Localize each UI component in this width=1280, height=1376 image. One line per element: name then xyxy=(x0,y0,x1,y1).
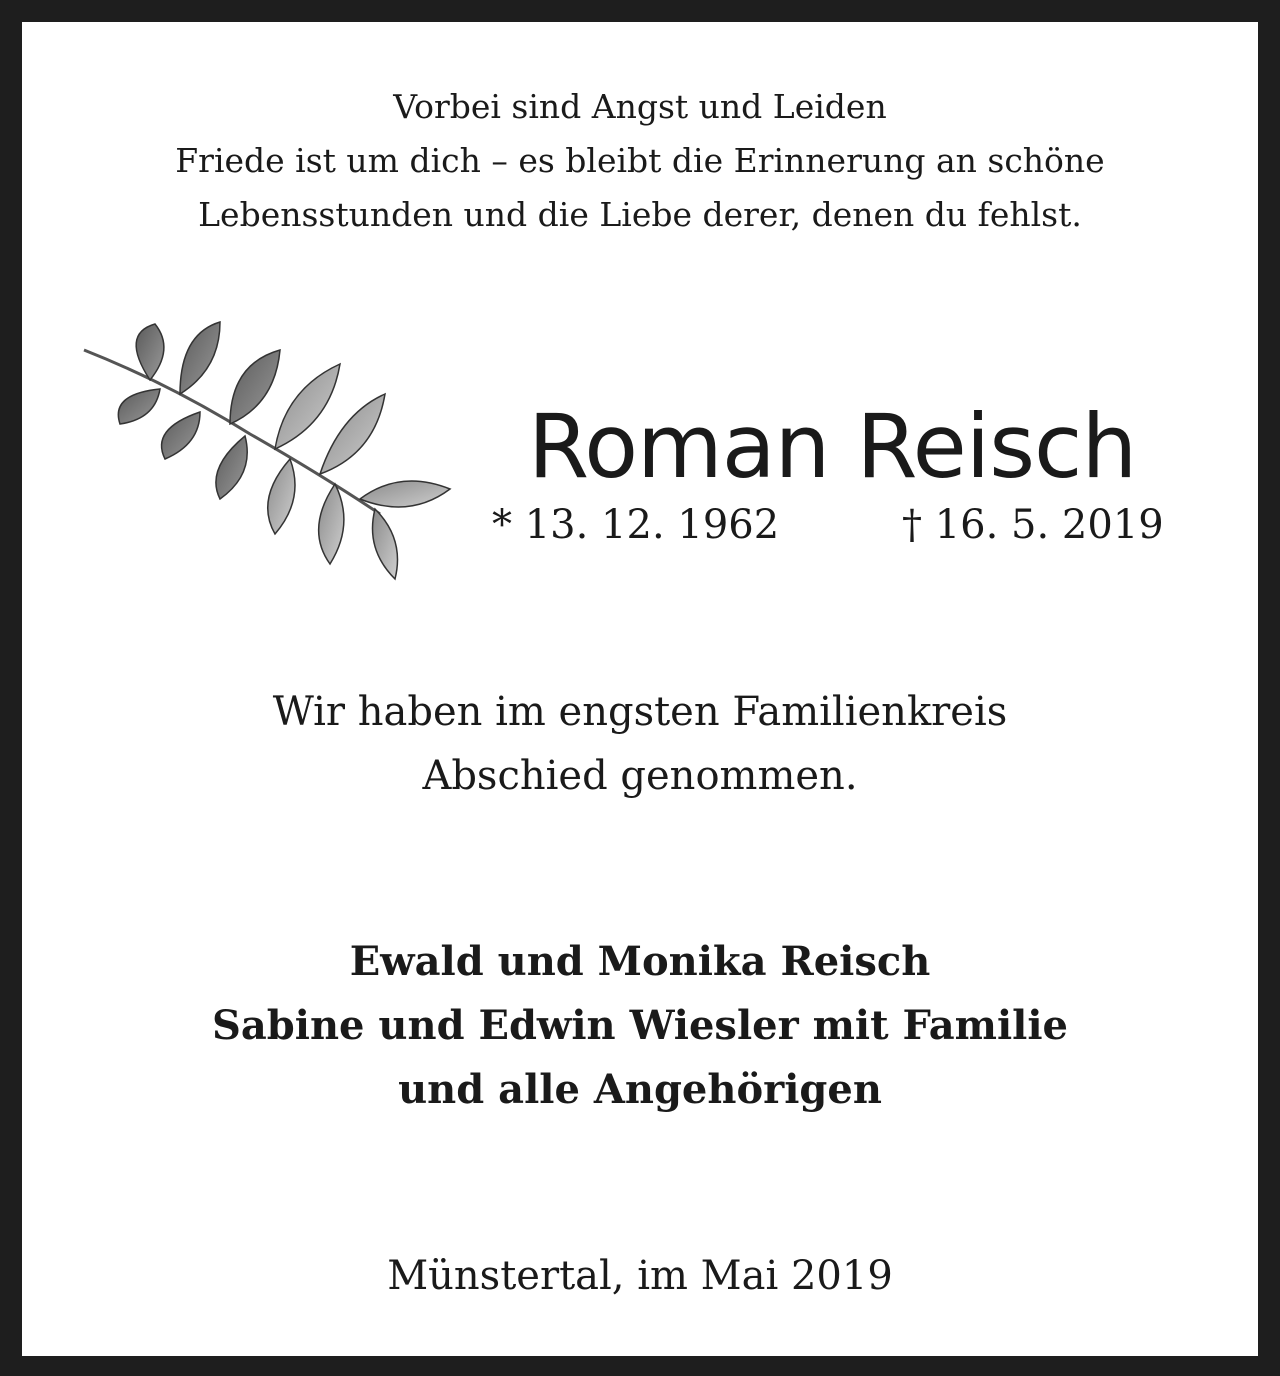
death-date: † 16. 5. 2019 xyxy=(902,502,1164,548)
verse-line-3: Lebensstunden und die Liebe derer, denen du fehlst. xyxy=(198,195,1082,234)
place-date: Münstertal, im Mai 2019 xyxy=(387,1253,893,1299)
message-line-1: Wir haben im engsten Familienkreis xyxy=(272,689,1008,735)
rowan-leaf-icon xyxy=(80,294,460,594)
verse xyxy=(22,80,1258,242)
verse-line-1: Vorbei sind Angst und Leiden xyxy=(393,87,887,126)
farewell-message xyxy=(22,680,1258,808)
obituary-notice xyxy=(22,22,1258,1356)
mourners xyxy=(22,930,1258,1122)
mourner-line-1: Ewald und Monika Reisch xyxy=(349,938,931,985)
birth-date: * 13. 12. 1962 xyxy=(492,502,780,548)
message-line-2: Abschied genommen. xyxy=(422,753,858,799)
mourner-line-2: Sabine und Edwin Wiesler mit Familie xyxy=(211,1002,1068,1049)
verse-line-2: Friede ist um dich – es bleibt die Erinnerung an schöne xyxy=(175,141,1105,180)
deceased-name: Roman Reisch xyxy=(528,395,1137,498)
mourner-line-3: und alle Angehörigen xyxy=(398,1066,882,1113)
